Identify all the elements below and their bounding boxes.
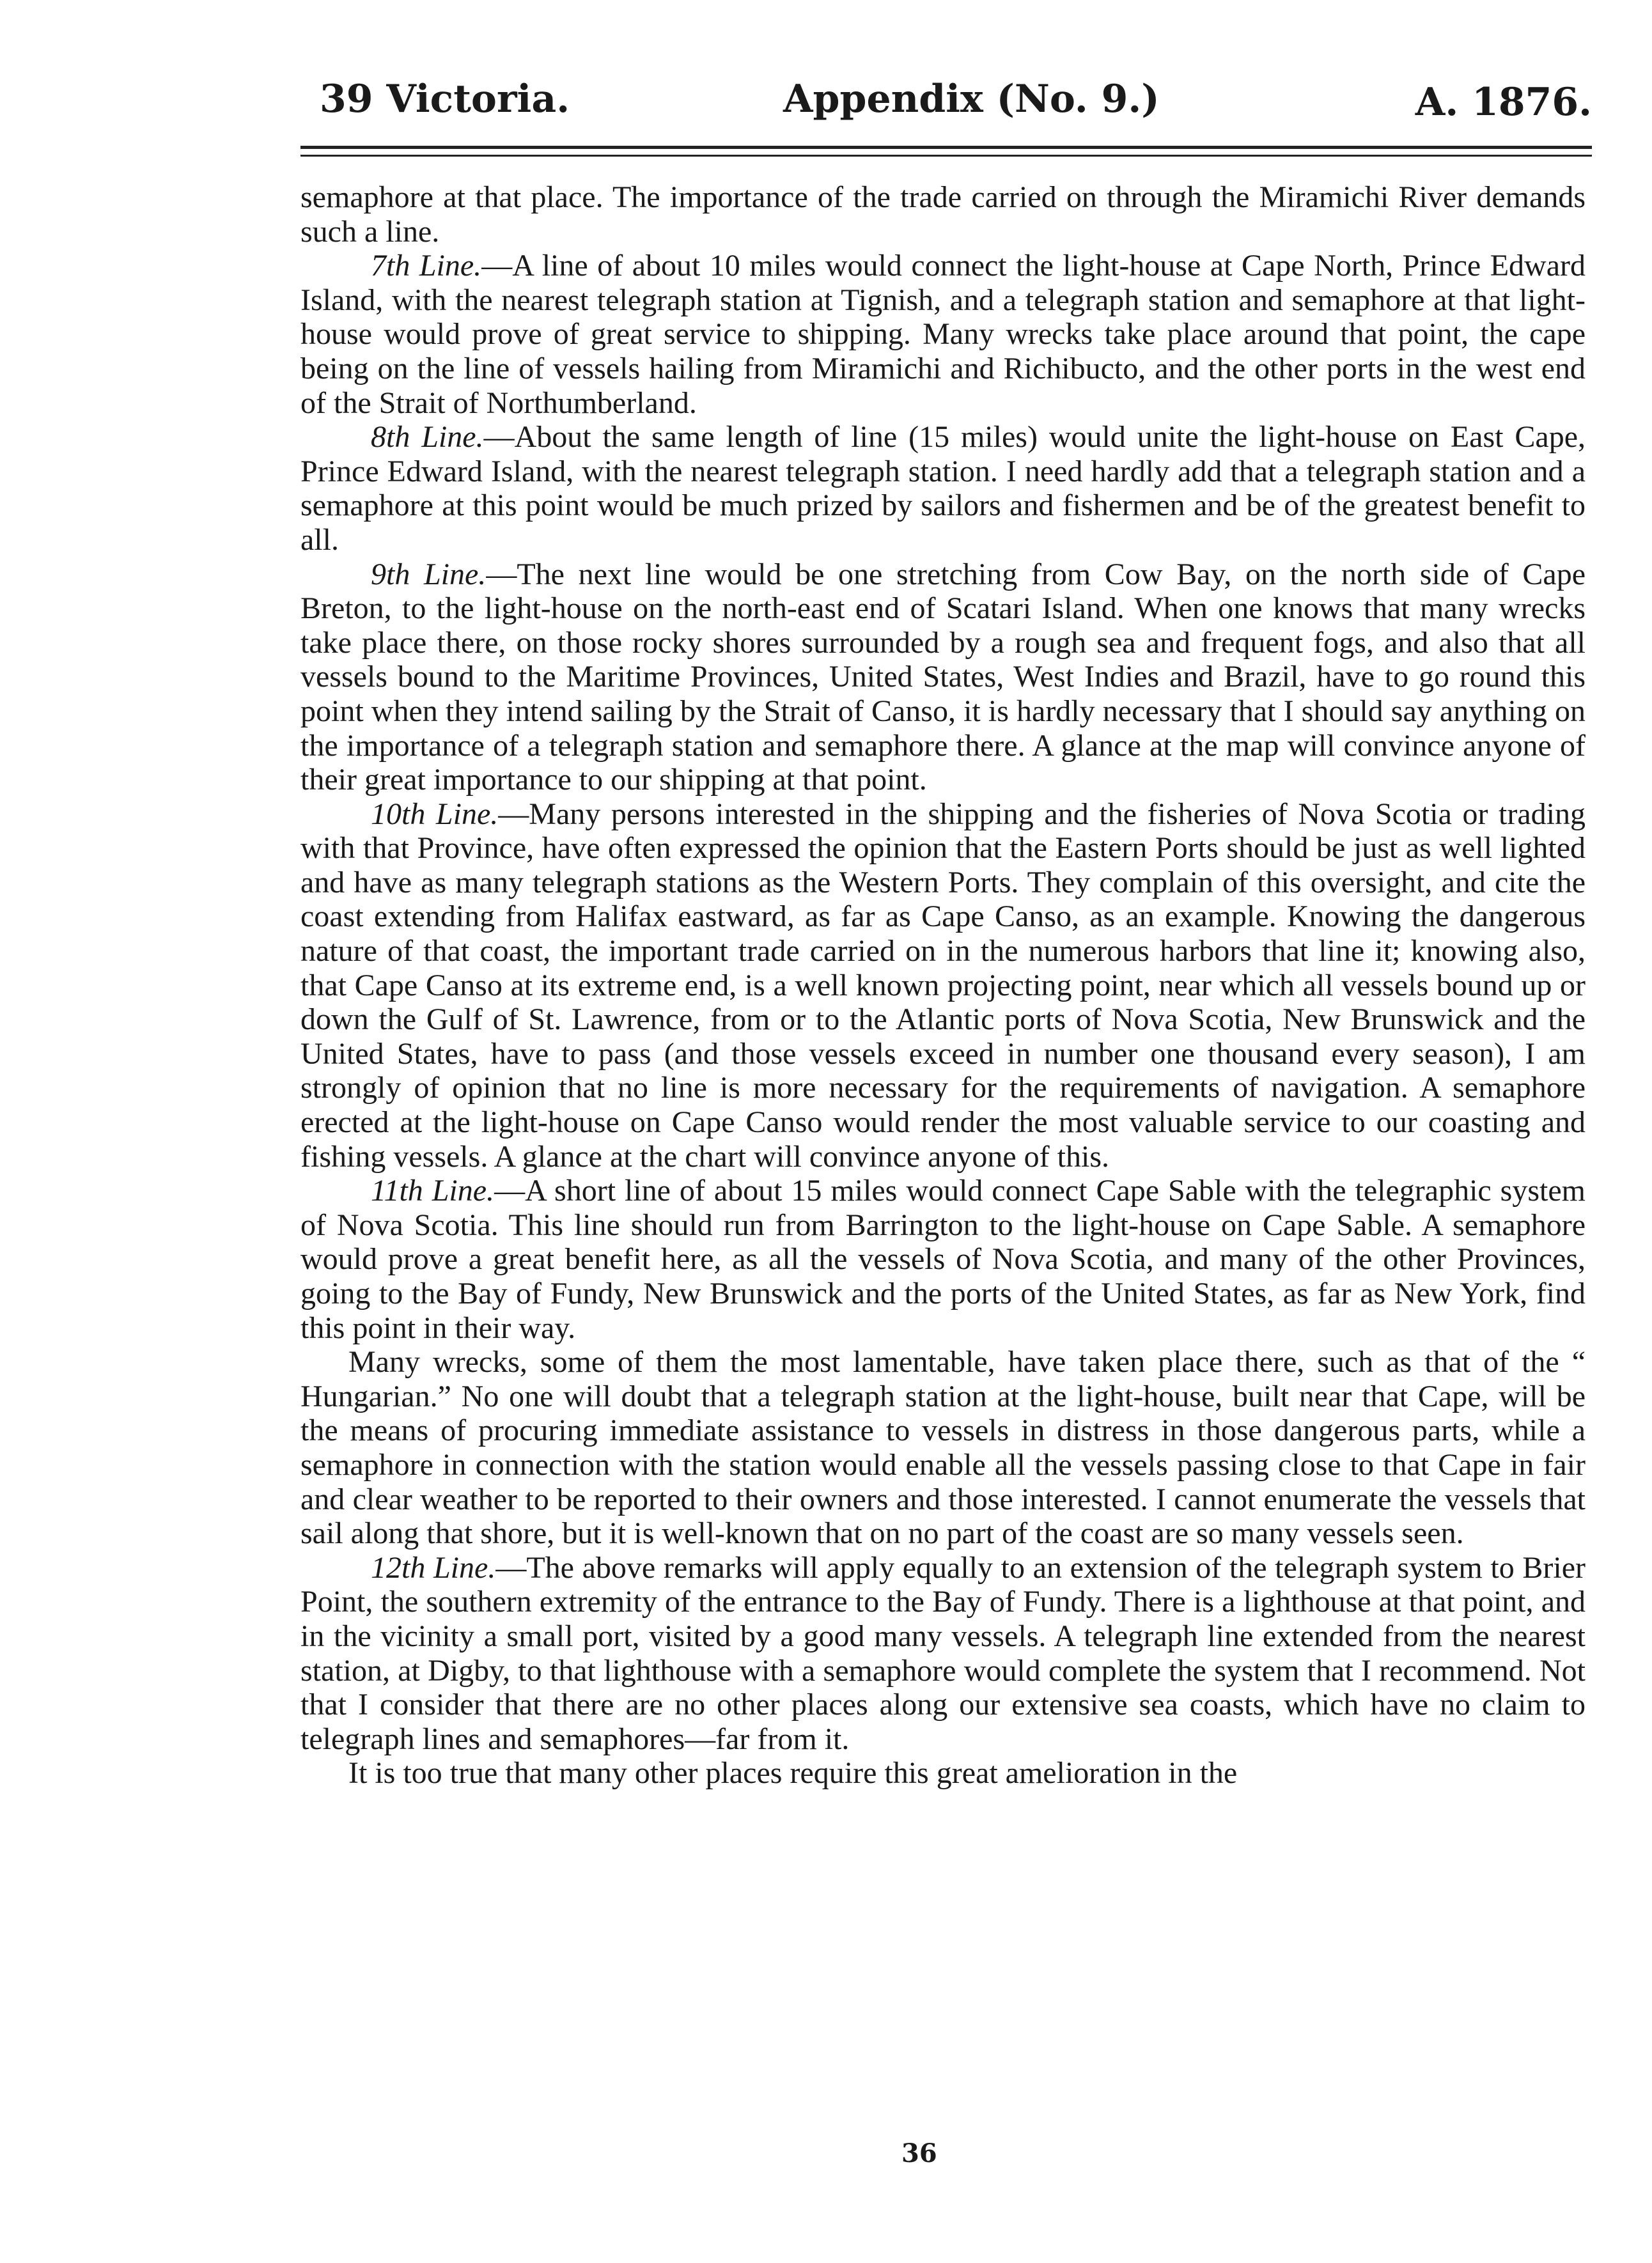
- paragraph-10th-line: [300, 797, 1586, 1174]
- header-appendix: Appendix (No. 9.): [783, 77, 1160, 121]
- paragraph-final: [300, 1756, 1586, 1791]
- paragraph-lead: 10th Line.: [371, 797, 499, 831]
- header-year: A. 1876.: [1415, 80, 1592, 125]
- paragraph-text: —A line of about 10 miles would connect the light-house at Cape North, Prince Edward Island, with the nearest telegraph station at Tignish, and a telegraph station and semaphore at that light-house would prove of great service to shipping. Many wrecks take place around that point, the cape being on the line of vessels hailing from Miramichi and Richibucto, and the other ports in the west end of the Strait of Northumberland.: [300, 249, 1586, 420]
- paragraph-text: —The above remarks will apply equally to an extension of the telegraph system to Brier Point, the southern extremity of the entrance to the Bay of Fundy. There is a lighthouse at that point, and in the vicinity a small port, visited by a good many vessels. A telegraph line extended from the nearest station, at Digby, to that lighthouse with a semaphore would complete the system that I recommend. Not that I consider that there are no other places along our extensive sea coasts, which have no claim to telegraph lines and semaphores—far from it.: [300, 1550, 1586, 1756]
- paragraph-12th-line: [300, 1551, 1586, 1757]
- paragraph-lead: 7th Line.: [371, 249, 482, 283]
- paragraph-lead: 11th Line.: [371, 1174, 495, 1208]
- paragraph-lead: 9th Line.: [371, 557, 487, 591]
- paragraph-wrecks: [300, 1345, 1586, 1551]
- paragraph-text: semaphore at that place. The importance of the trade carried on through the Miramichi River demands such a line.: [300, 180, 1586, 249]
- paragraph-text: Many wrecks, some of them the most lamentable, have taken place there, such as that of the “ Hungarian.” No one will doubt that a telegraph station at the light-house, built near that Cape, will be the means of procuring immediate assistance to vessels in distress in those dangerous parts, while a semaphore in connection with the station would enable all the vessels passing close to that Cape in fair and clear weather to be reported to their owners and those interested. I cannot enumerate the vessels that sail along that shore, but it is well-known that on no part of the coast are so many vessels seen.: [300, 1345, 1586, 1551]
- paragraph-9th-line: [300, 557, 1586, 797]
- header-session: 39 Victoria.: [320, 77, 570, 121]
- paragraph-text: —The next line would be one stretching from Cow Bay, on the north side of Cape Breton, to the light-house on the north-east end of Scatari Island. When one knows that many wrecks take place there, on those rocky shores surrounded by a rough sea and frequent fogs, and also that all vessels bound to the Maritime Provinces, United States, West Indies and Brazil, have to go round this point when they intend sailing by the Strait of Canso, it is hardly necessary that I should say anything on the importance of a telegraph station and semaphore there. A glance at the map will convince anyone of their great importance to our shipping at that point.: [300, 557, 1586, 797]
- body-text: [300, 180, 1586, 1791]
- paragraph-11th-line: [300, 1174, 1586, 1345]
- paragraph-lead: 12th Line.: [371, 1550, 496, 1585]
- page-header: [320, 64, 1592, 141]
- paragraph-text: —About the same length of line (15 miles) would unite the light-house on East Cape, Prince Edward Island, with the nearest telegraph station. I need hardly add that a telegraph station and a semaphore at this point would be much prized by sailors and fishermen and be of the greatest benefit to all.: [300, 420, 1586, 557]
- paragraph-continuation: [300, 180, 1586, 249]
- paragraph-7th-line: [300, 249, 1586, 420]
- paragraph-text: —Many persons interested in the shipping and the fisheries of Nova Scotia or trading with that Province, have often expressed the opinion that the Eastern Ports should be just as well lighted and have as many telegraph stations as the Western Ports. They complain of this oversight, and cite the coast extending from Halifax eastward, as far as Cape Canso, as an example. Knowing the dangerous nature of that coast, the important trade carried on in the numerous harbors that line it; knowing also, that Cape Canso at its extreme end, is a well known projecting point, near which all vessels bound up or down the Gulf of St. Lawrence, from or to the Atlantic ports of Nova Scotia, New Brunswick and the United States, have to pass (and those vessels exceed in number one thousand every season), I am strongly of opinion that no line is more necessary for the requirements of navigation. A semaphore erected at the light-house on Cape Canso would render the most valuable service to our coasting and fishing vessels. A glance at the chart will convince anyone of this.: [300, 797, 1586, 1174]
- page-number: 36: [901, 2138, 937, 2168]
- header-rule-thick: [300, 146, 1592, 149]
- header-rule-thin: [300, 155, 1592, 157]
- paragraph-lead: 8th Line.: [371, 420, 484, 455]
- paragraph-8th-line: [300, 420, 1586, 557]
- paragraph-text: It is too true that many other places require this great amelioration in the: [348, 1756, 1238, 1791]
- paragraph-text: —A short line of about 15 miles would connect Cape Sable with the telegraphic system of Nova Scotia. This line should run from Barrington to the light-house on Cape Sable. A semaphore would prove a great benefit here, as all the vessels of Nova Scotia, and many of the other Provinces, going to the Bay of Fundy, New Brunswick and the ports of the United States, as far as New York, find this point in their way.: [300, 1174, 1586, 1345]
